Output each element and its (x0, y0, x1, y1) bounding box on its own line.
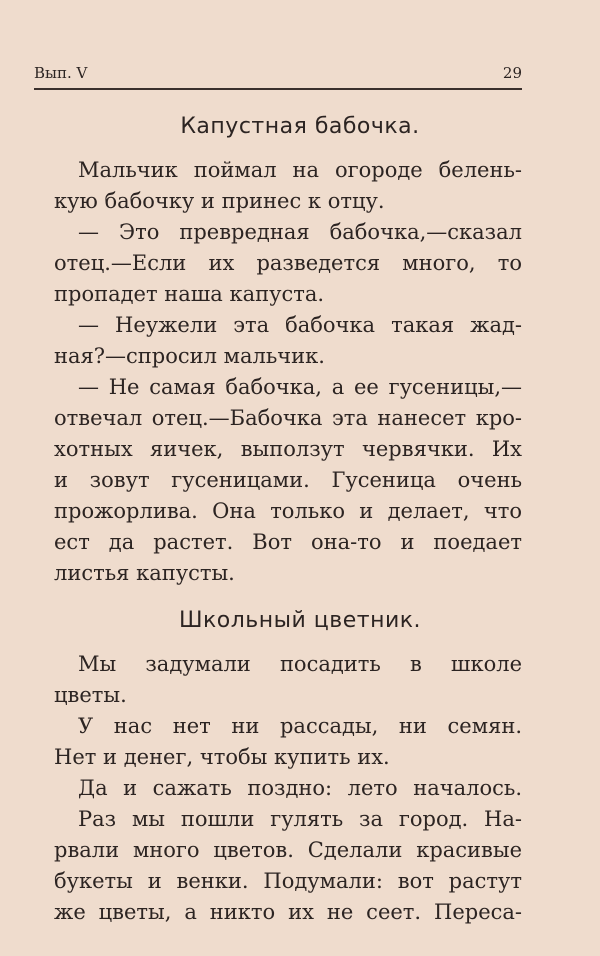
page-number: 29 (502, 64, 522, 82)
text-line: букеты и венки. Подумали: вот растут (54, 869, 522, 893)
text-line: отвечал отец.—Бабочка эта нанесет кро- (54, 406, 522, 430)
text-line: и зовут гусеницами. Гусеница очень (54, 468, 522, 492)
text-line: ест да растет. Вот она-то и поедает (54, 530, 522, 554)
text-line: пропадет наша капуста. (54, 282, 325, 306)
text-line: цветы. (54, 683, 127, 707)
text-line: кую бабочку и принес к отцу. (54, 189, 385, 213)
section-title-school-garden: Школьный цветник. (178, 608, 422, 633)
text-line: Мы задумали посадить в школе (78, 652, 522, 676)
text-line: рвали много цветов. Сделали красивые (54, 838, 522, 862)
text-line: Нет и денег, чтобы купить их. (54, 745, 390, 769)
text-line: У нас нет ни рассады, ни семян. (78, 714, 522, 738)
running-header (34, 60, 522, 90)
issue-label: Вып. V (34, 64, 88, 82)
section-body-cabbage-butterfly (54, 155, 522, 589)
text-line: хотных яичек, выползут червячки. Их (54, 437, 522, 461)
text-line: же цветы, а никто их не сеет. Переса- (54, 900, 522, 924)
text-line: прожорлива. Она только и делает, что (54, 499, 522, 523)
text-line: — Это превредная бабочка,—сказал (78, 220, 522, 244)
text-line: Мальчик поймал на огороде белень- (78, 158, 522, 182)
text-line: листья капусты. (54, 561, 235, 585)
text-line: Да и сажать поздно: лето началось. (78, 776, 522, 800)
text-line: Раз мы пошли гулять за город. На- (78, 807, 522, 831)
text-line: — Не самая бабочка, а ее гусеницы,— (78, 375, 522, 399)
text-line: ная?—спросил мальчик. (54, 344, 325, 368)
text-line: — Неужели эта бабочка такая жад- (78, 313, 522, 337)
text-line: отец.—Если их разведется много, то (54, 251, 522, 275)
section-body-school-garden (54, 649, 522, 928)
section-title-cabbage-butterfly: Капустная бабочка. (180, 114, 420, 139)
